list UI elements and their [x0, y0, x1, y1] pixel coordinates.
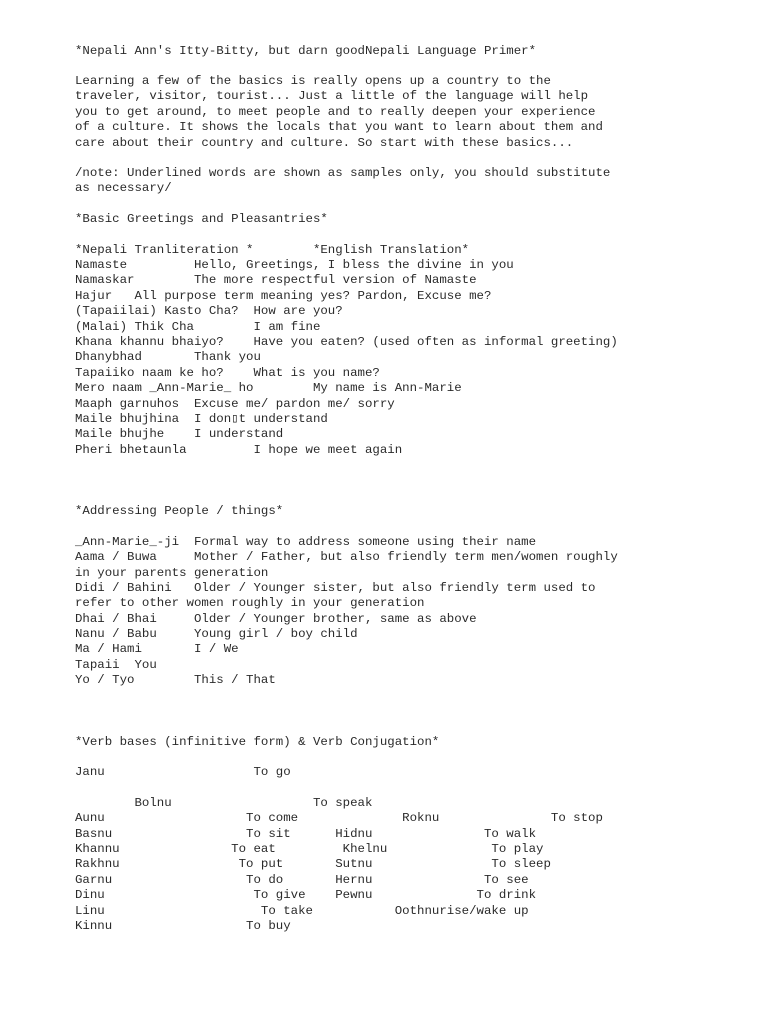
intro-line: you to get around, to meet people and to really deepen your experience: [75, 105, 596, 119]
note-line: /note: Underlined words are shown as samples only, you should substitute: [75, 166, 611, 180]
addressing-row: Aama / Buwa Mother / Father, but also friendly term men/women roughly: [75, 550, 618, 564]
addressing-row: Nanu / Babu Young girl / boy child: [75, 627, 358, 641]
greeting-row: (Tapaiilai) Kasto Cha? How are you?: [75, 304, 343, 318]
note-line: as necessary/: [75, 181, 172, 195]
intro-line: Learning a few of the basics is really opens up a country to the: [75, 74, 551, 88]
verb-row: Khannu To eat Khelnu To play: [75, 842, 544, 856]
greeting-row: Hajur All purpose term meaning yes? Pardon, Excuse me?: [75, 289, 492, 303]
verb-row: Rakhnu To put Sutnu To sleep: [75, 857, 551, 871]
intro-line: traveler, visitor, tourist... Just a little of the language will help: [75, 89, 589, 103]
document-title: *Nepali Ann's Itty-Bitty, but darn goodNepali Language Primer*: [75, 44, 537, 58]
addressing-row: Tapaii You: [75, 658, 157, 672]
verb-row: Garnu To do Hernu To see: [75, 873, 529, 887]
verb-row: Kinnu To buy: [75, 919, 291, 933]
addressing-row: Yo / Tyo This / That: [75, 673, 276, 687]
verb-row: Linu To take Oothnurise/wake up: [75, 904, 529, 918]
intro-line: care about their country and culture. So start with these basics...: [75, 136, 574, 150]
greeting-row: Mero naam _Ann-Marie_ ho My name is Ann-Marie: [75, 381, 462, 395]
greeting-row: (Malai) Thik Cha I am fine: [75, 320, 321, 334]
verb-row: Aunu To come Roknu To stop: [75, 811, 603, 825]
verb-row: Janu To go: [75, 765, 291, 779]
addressing-row: in your parents generation: [75, 566, 269, 580]
addressing-row: Ma / Hami I / We: [75, 642, 239, 656]
verb-row: Dinu To give Pewnu To drink: [75, 888, 537, 902]
greeting-row: Tapaiiko naam ke ho? What is you name?: [75, 366, 380, 380]
greeting-row: Maile bhujhina I don▯t understand: [75, 412, 328, 426]
greeting-row: Maile bhujhe I understand: [75, 427, 284, 441]
addressing-row: _Ann-Marie_-ji Formal way to address someone using their name: [75, 535, 537, 549]
greeting-row: Pheri bhetaunla I hope we meet again: [75, 443, 403, 457]
greeting-row: Khana khannu bhaiyo? Have you eaten? (used often as informal greeting): [75, 335, 618, 349]
greeting-row: Maaph garnuhos Excuse me/ pardon me/ sorry: [75, 397, 395, 411]
greeting-row: Namaskar The more respectful version of Namaste: [75, 273, 477, 287]
addressing-row: Dhai / Bhai Older / Younger brother, same as above: [75, 612, 477, 626]
addressing-row: refer to other women roughly in your generation: [75, 596, 425, 610]
verb-row: Basnu To sit Hidnu To walk: [75, 827, 537, 841]
addressing-row: Didi / Bahini Older / Younger sister, but also friendly term used to: [75, 581, 596, 595]
section-heading-addressing: *Addressing People / things*: [75, 504, 284, 518]
greeting-row: Namaste Hello, Greetings, I bless the divine in you: [75, 258, 514, 272]
greeting-row: Dhanybhad Thank you: [75, 350, 261, 364]
intro-line: of a culture. It shows the locals that you want to learn about them and: [75, 120, 603, 134]
section-heading-verbs: *Verb bases (infinitive form) & Verb Conjugation*: [75, 735, 440, 749]
verb-row: Bolnu To speak: [75, 796, 373, 810]
section-heading-greetings: *Basic Greetings and Pleasantries*: [75, 212, 328, 226]
greetings-table-header: *Nepali Tranliteration * *English Translation*: [75, 243, 470, 257]
